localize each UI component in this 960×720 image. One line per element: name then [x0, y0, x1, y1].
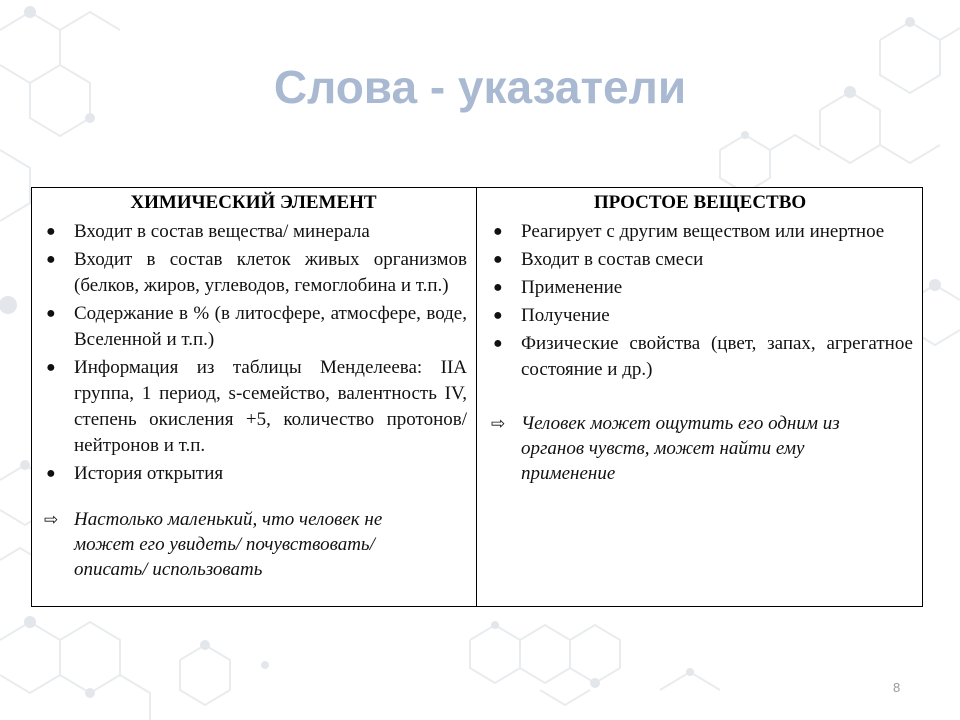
slide-title: Слова - указатели — [273, 61, 687, 113]
page-number: 8 — [893, 680, 901, 695]
simple-substance-header: ПРОСТОЕ ВЕЩЕСТВО — [593, 192, 807, 213]
list-item: ● Входит в состав вещества/ минерала — [40, 219, 467, 245]
chemical-element-note: ⇨ Настолько маленький, что человек не может его увидеть/ почувствовать/ описать/ использовать — [44, 509, 383, 580]
list-item: ● Физические свойства (цвет, запах, агрегатное состояние и др.) — [493, 333, 913, 380]
bullet-dot-icon: ● — [493, 279, 503, 296]
bullet-dot-icon: ● — [493, 251, 503, 268]
list-item: ● Входит в состав клеток живых организмов (белков, жиров, углеводов, гемоглобина и т.п.) — [46, 249, 467, 296]
bullet-dot-icon: ● — [46, 305, 56, 322]
chemical-element-column — [32, 188, 477, 606]
hollow-right-arrow-icon: ⇨ — [44, 510, 59, 529]
simple-substance-note: ⇨ Человек может ощутить его одним из органов чувств, может найти ему применение — [491, 413, 840, 484]
chemical-element-list — [40, 219, 467, 487]
bullet-dot-icon: ● — [493, 223, 503, 240]
bullet-dot-icon: ● — [46, 465, 56, 482]
bullet-dot-icon: ● — [493, 307, 503, 324]
list-item: ● Входит в состав смеси — [487, 247, 913, 273]
list-item: ● Содержание в % (в литосфере, атмосфере, воде, Вселенной и т.п.) — [46, 303, 467, 350]
bullet-dot-icon: ● — [46, 251, 56, 268]
chemical-element-header: ХИМИЧЕСКИЙ ЭЛЕМЕНТ — [130, 192, 377, 213]
simple-substance-column — [477, 188, 922, 606]
list-item: ● Получение — [487, 303, 913, 329]
bullet-dot-icon: ● — [46, 359, 56, 376]
list-item: ● Информация из таблицы Менделеева: IIA группа, 1 период, s-семейство, валентность IV, степень окисления +5, количество протонов/нейтронов и т.п. — [46, 357, 467, 456]
list-item: ● История открытия — [40, 461, 467, 487]
list-item: ● Применение — [487, 275, 913, 301]
comparison-table — [31, 187, 923, 607]
list-item: ● Реагирует с другим веществом или инертное — [487, 219, 913, 245]
bullet-dot-icon: ● — [493, 335, 503, 352]
bullet-dot-icon: ● — [46, 223, 56, 240]
simple-substance-list — [487, 219, 913, 383]
hollow-right-arrow-icon: ⇨ — [491, 414, 506, 433]
